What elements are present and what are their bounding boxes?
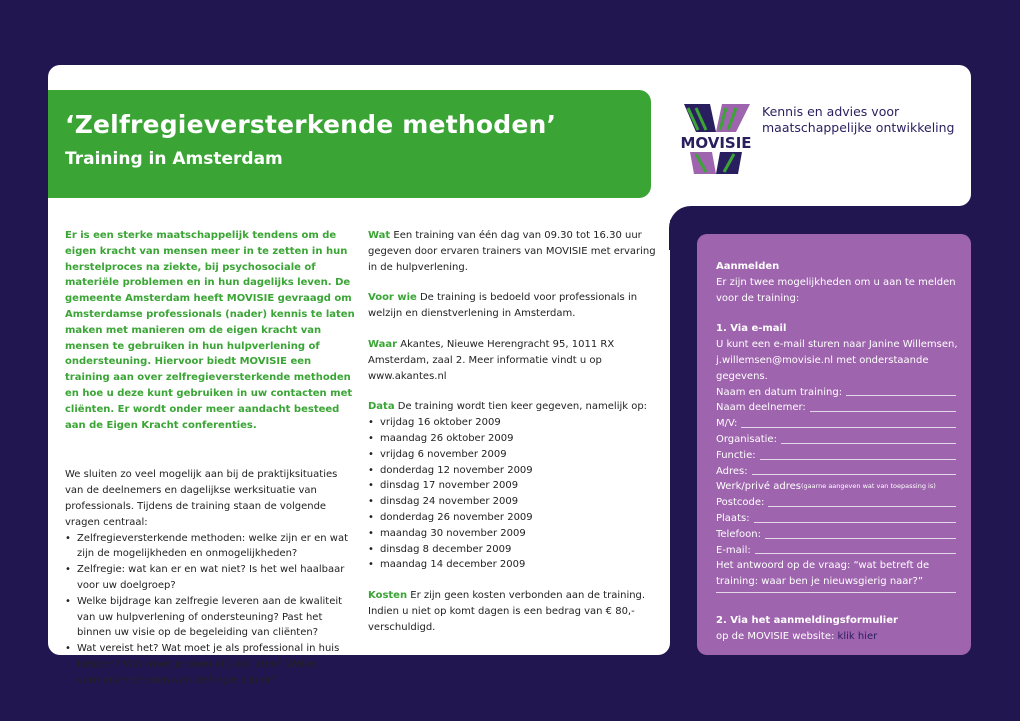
list-item: • donderdag 26 november 2009 [368, 510, 658, 526]
intro-text: Er is een sterke maatschappelijk tendens om de eigen kracht van mensen meer in te zetten in hun herstelproces na ziekte, bij psychosociale of materiële problemen en in hun dagelijks leven. De gemeente Amsterdam heeft MOVISIE gevraagd om Amsterdamse professionals (nader) kennis te laten maken met manieren om de eigen kracht van mensen te gebruiken in hun hulpverlening of ondersteuning. Hiervoor biedt MOVISIE een training aan over zelfregieversterkende methoden en hoe u deze kunt gebruiken in uw contacten met cliënten. Er wordt onder meer aandacht besteed aan de Eigen Kracht conferenties. [65, 230, 355, 431]
section-waar: Waar Akantes, Nieuwe Herengracht 95, 1011 RX Amsterdam, zaal 2. Meer informatie vindt u op www.akantes.nl [368, 338, 615, 382]
list-item: • Welke bijdrage kan zelfregie leveren aan de kwaliteit van uw hulpverlening of ondersteuning? Past het binnen uw visie op de begeleiding van cliënten? [65, 594, 355, 641]
list-item: • dinsdag 17 november 2009 [368, 478, 658, 494]
panel-intro: Er zijn twee mogelijkheden om u aan te melden voor de training: [716, 276, 956, 304]
field-plaats: Plaats: [716, 511, 958, 527]
page-title: ‘Zelfregieversterkende methoden’ [65, 110, 557, 139]
movisie-logo [676, 100, 756, 178]
section-data: Data De training wordt tien keer gegeven, namelijk op: [368, 401, 648, 413]
section-voor-wie: Voor wie De training is bedoeld voor professionals in welzijn en dienstverlening in Amsterdam. [368, 292, 638, 320]
list-item: • vrijdag 6 november 2009 [368, 447, 658, 463]
field-werk-prive: Werk/privé adres (gaarne aangeven wat van toepassing is) [716, 481, 936, 493]
page-subtitle: Training in Amsterdam [65, 149, 283, 169]
field-naam-deelnemer: Naam deelnemer: [716, 400, 958, 416]
field-functie: Functie: [716, 448, 958, 464]
tagline: Kennis en advies voor maatschappelijke ontwikkeling [762, 104, 955, 135]
body-text: We sluiten zo veel mogelijk aan bij de praktijksituaties van de deelnemers en dagelijkse werksituatie van professionals. Tijdens de training staan de volgende vragen centraal: [65, 469, 338, 528]
field-mv: M/V: [716, 416, 958, 432]
list-item: • donderdag 12 november 2009 [368, 463, 658, 479]
field-adres: Adres: [716, 464, 958, 480]
title-banner [48, 90, 651, 198]
field-email: E-mail: [716, 543, 958, 559]
logo-text: MOVISIE [680, 134, 752, 152]
right-column [368, 228, 658, 636]
date-list [368, 415, 658, 573]
section-wat: Wat Een training van één dag van 09.30 tot 16.30 uur gegeven door ervaren trainers van MOVISIE met ervaring in de hulpverlening. [368, 230, 656, 273]
list-item: • vrijdag 16 oktober 2009 [368, 415, 658, 431]
field-organisatie: Organisatie: [716, 432, 958, 448]
list-item: • maandag 30 november 2009 [368, 526, 658, 542]
section-kosten: Kosten Er zijn geen kosten verbonden aan de training. Indien u niet op komt dagen is een bedrag van € 80,-verschuldigd. [368, 590, 646, 633]
list-item: • Zelfregieversterkende methoden: welke zijn er en wat zijn de mogelijkheden en onmogelijkheden? [65, 531, 355, 563]
field-telefoon: Telefoon: [716, 527, 958, 543]
email-text: U kunt een e-mail sturen naar Janine Willemsen, j.willemsen@movisie.nl met onderstaande gegevens. [716, 339, 958, 382]
left-column [65, 228, 355, 689]
list-item: • Zelfregie: wat kan er en wat niet? Is het wel haalbaar voor uw doelgroep? [65, 562, 355, 594]
list-item: • maandag 26 oktober 2009 [368, 431, 658, 447]
form-text: op de MOVISIE website: klik hier [716, 630, 878, 642]
list-item: • dinsdag 8 december 2009 [368, 542, 658, 558]
form-link[interactable]: klik hier [837, 630, 878, 642]
email-heading: 1. Via e-mail [716, 323, 787, 335]
form-heading: 2. Via het aanmeldingsformulier [716, 614, 898, 626]
list-item: • maandag 14 december 2009 [368, 557, 658, 573]
panel-heading: Aanmelden [716, 261, 780, 272]
field-naam-datum: Naam en datum training: [716, 385, 958, 401]
list-item: • dinsdag 24 november 2009 [368, 494, 658, 510]
registration-content [716, 259, 958, 645]
field-postcode: Postcode: [716, 495, 958, 511]
question-text: Het antwoord op de vraag: “wat betreft de training: waar ben je nieuwsgierig naar?” [716, 560, 930, 588]
list-item: • Wat vereist het? Wat moet je als professional in huis hebben? Wat moet je doen of juist laten? Welke vormen/methoden van zelfregie zijn er? [65, 641, 355, 688]
question-list [65, 531, 355, 689]
